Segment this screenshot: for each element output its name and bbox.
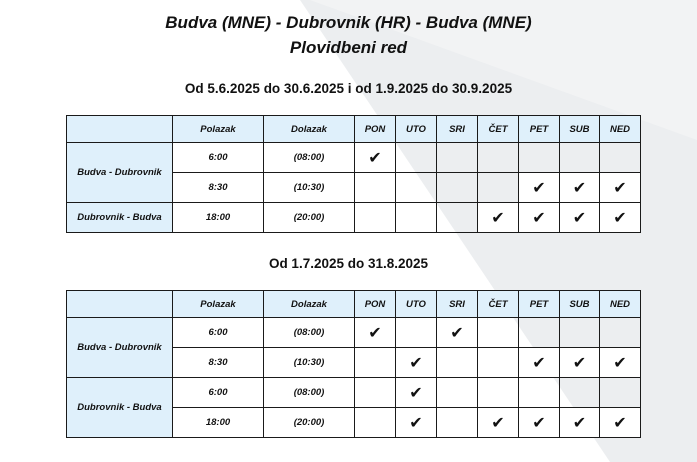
route-name: Dubrovnik - Budva: [67, 378, 173, 438]
column-header: PON: [355, 291, 396, 318]
checkmark-icon: ✔: [409, 383, 423, 402]
checkmark-icon: ✔: [409, 353, 423, 372]
column-header: UTO: [396, 291, 437, 318]
header-empty-cell: [67, 291, 173, 318]
day-cell-sub: [560, 143, 600, 173]
arrival-time: (08:00): [264, 318, 355, 348]
arrival-time: (20:00): [264, 203, 355, 233]
day-cell-čet: [478, 143, 519, 173]
day-cell-sri: [437, 408, 478, 438]
arrival-time: (10:30): [264, 348, 355, 378]
day-cell-uto: [396, 408, 437, 438]
day-cell-pon: [355, 378, 396, 408]
day-cell-uto: [396, 173, 437, 203]
day-cell-čet: [478, 318, 519, 348]
checkmark-icon: ✔: [450, 323, 464, 342]
day-cell-pon: [355, 348, 396, 378]
departure-time: 18:00: [173, 408, 264, 438]
column-header: SRI: [437, 291, 478, 318]
departure-time: 6:00: [173, 378, 264, 408]
departure-time: 6:00: [173, 143, 264, 173]
table-row: [67, 143, 641, 173]
day-cell-pet: [519, 318, 560, 348]
day-cell-ned: [600, 318, 641, 348]
column-header: SUB: [560, 291, 600, 318]
day-cell-čet: [478, 378, 519, 408]
checkmark-icon: ✔: [613, 208, 627, 227]
checkmark-icon: ✔: [368, 148, 382, 167]
column-header: SUB: [560, 116, 600, 143]
column-header: SRI: [437, 116, 478, 143]
checkmark-icon: ✔: [613, 413, 627, 432]
checkmark-icon: ✔: [613, 353, 627, 372]
table-row: [67, 318, 641, 348]
table-row: [67, 378, 641, 408]
day-cell-čet: [478, 173, 519, 203]
checkmark-icon: ✔: [491, 208, 505, 227]
checkmark-icon: ✔: [368, 323, 382, 342]
checkmark-icon: ✔: [613, 178, 627, 197]
day-cell-ned: [600, 348, 641, 378]
day-cell-sub: [560, 173, 600, 203]
checkmark-icon: ✔: [572, 178, 587, 197]
page-title: Budva (MNE) - Dubrovnik (HR) - Budva (MNE): [165, 13, 532, 32]
departure-time: 8:30: [173, 348, 264, 378]
day-cell-sub: [560, 408, 600, 438]
day-cell-čet: [478, 408, 519, 438]
column-header: NED: [600, 291, 641, 318]
checkmark-icon: ✔: [532, 413, 546, 432]
day-cell-pon: [355, 408, 396, 438]
period-1-heading: Od 5.6.2025 do 30.6.2025 i od 1.9.2025 do 30.9.2025: [184, 81, 513, 96]
day-cell-čet: [478, 203, 519, 233]
column-header: Polazak: [173, 116, 264, 143]
day-cell-pet: [519, 173, 560, 203]
day-cell-sri: [437, 143, 478, 173]
schedule-table-2: [66, 290, 641, 438]
day-cell-pet: [519, 408, 560, 438]
column-header: Dolazak: [264, 116, 355, 143]
arrival-time: (20:00): [264, 408, 355, 438]
day-cell-pet: [519, 378, 560, 408]
column-header: PET: [519, 291, 560, 318]
day-cell-sub: [560, 318, 600, 348]
arrival-time: (08:00): [264, 378, 355, 408]
day-cell-ned: [600, 378, 641, 408]
column-header: ČET: [478, 291, 519, 318]
day-cell-sub: [560, 378, 600, 408]
day-cell-uto: [396, 203, 437, 233]
checkmark-icon: ✔: [532, 178, 546, 197]
schedule-table-1: [66, 115, 641, 233]
day-cell-uto: [396, 378, 437, 408]
table-row: [67, 203, 641, 233]
checkmark-icon: ✔: [491, 413, 505, 432]
day-cell-sri: [437, 348, 478, 378]
day-cell-sub: [560, 203, 600, 233]
day-cell-ned: [600, 173, 641, 203]
column-header: PON: [355, 116, 396, 143]
checkmark-icon: ✔: [409, 413, 423, 432]
day-cell-pon: [355, 318, 396, 348]
header-empty-cell: [67, 116, 173, 143]
table-header-row: [67, 291, 641, 318]
day-cell-sub: [560, 348, 600, 378]
page-subtitle: Plovidbeni red: [289, 38, 408, 57]
day-cell-ned: [600, 203, 641, 233]
day-cell-pon: [355, 143, 396, 173]
day-cell-ned: [600, 143, 641, 173]
day-cell-pet: [519, 143, 560, 173]
day-cell-sri: [437, 378, 478, 408]
departure-time: 6:00: [173, 318, 264, 348]
checkmark-icon: ✔: [572, 208, 587, 227]
period-2-heading: Od 1.7.2025 do 31.8.2025: [268, 256, 429, 271]
route-name: Dubrovnik - Budva: [67, 203, 173, 233]
column-header: ČET: [478, 116, 519, 143]
checkmark-icon: ✔: [572, 413, 587, 432]
checkmark-icon: ✔: [532, 208, 546, 227]
day-cell-čet: [478, 348, 519, 378]
route-name: Budva - Dubrovnik: [67, 318, 173, 378]
column-header: NED: [600, 116, 641, 143]
day-cell-pon: [355, 203, 396, 233]
day-cell-pon: [355, 173, 396, 203]
column-header: Polazak: [173, 291, 264, 318]
day-cell-uto: [396, 143, 437, 173]
route-name: Budva - Dubrovnik: [67, 143, 173, 203]
arrival-time: (10:30): [264, 173, 355, 203]
day-cell-sri: [437, 203, 478, 233]
table-header-row: [67, 116, 641, 143]
departure-time: 18:00: [173, 203, 264, 233]
day-cell-uto: [396, 348, 437, 378]
day-cell-pet: [519, 203, 560, 233]
day-cell-pet: [519, 348, 560, 378]
column-header: Dolazak: [264, 291, 355, 318]
column-header: UTO: [396, 116, 437, 143]
day-cell-uto: [396, 318, 437, 348]
day-cell-sri: [437, 173, 478, 203]
column-header: PET: [519, 116, 560, 143]
day-cell-ned: [600, 408, 641, 438]
checkmark-icon: ✔: [572, 353, 587, 372]
checkmark-icon: ✔: [532, 353, 546, 372]
day-cell-sri: [437, 318, 478, 348]
arrival-time: (08:00): [264, 143, 355, 173]
departure-time: 8:30: [173, 173, 264, 203]
